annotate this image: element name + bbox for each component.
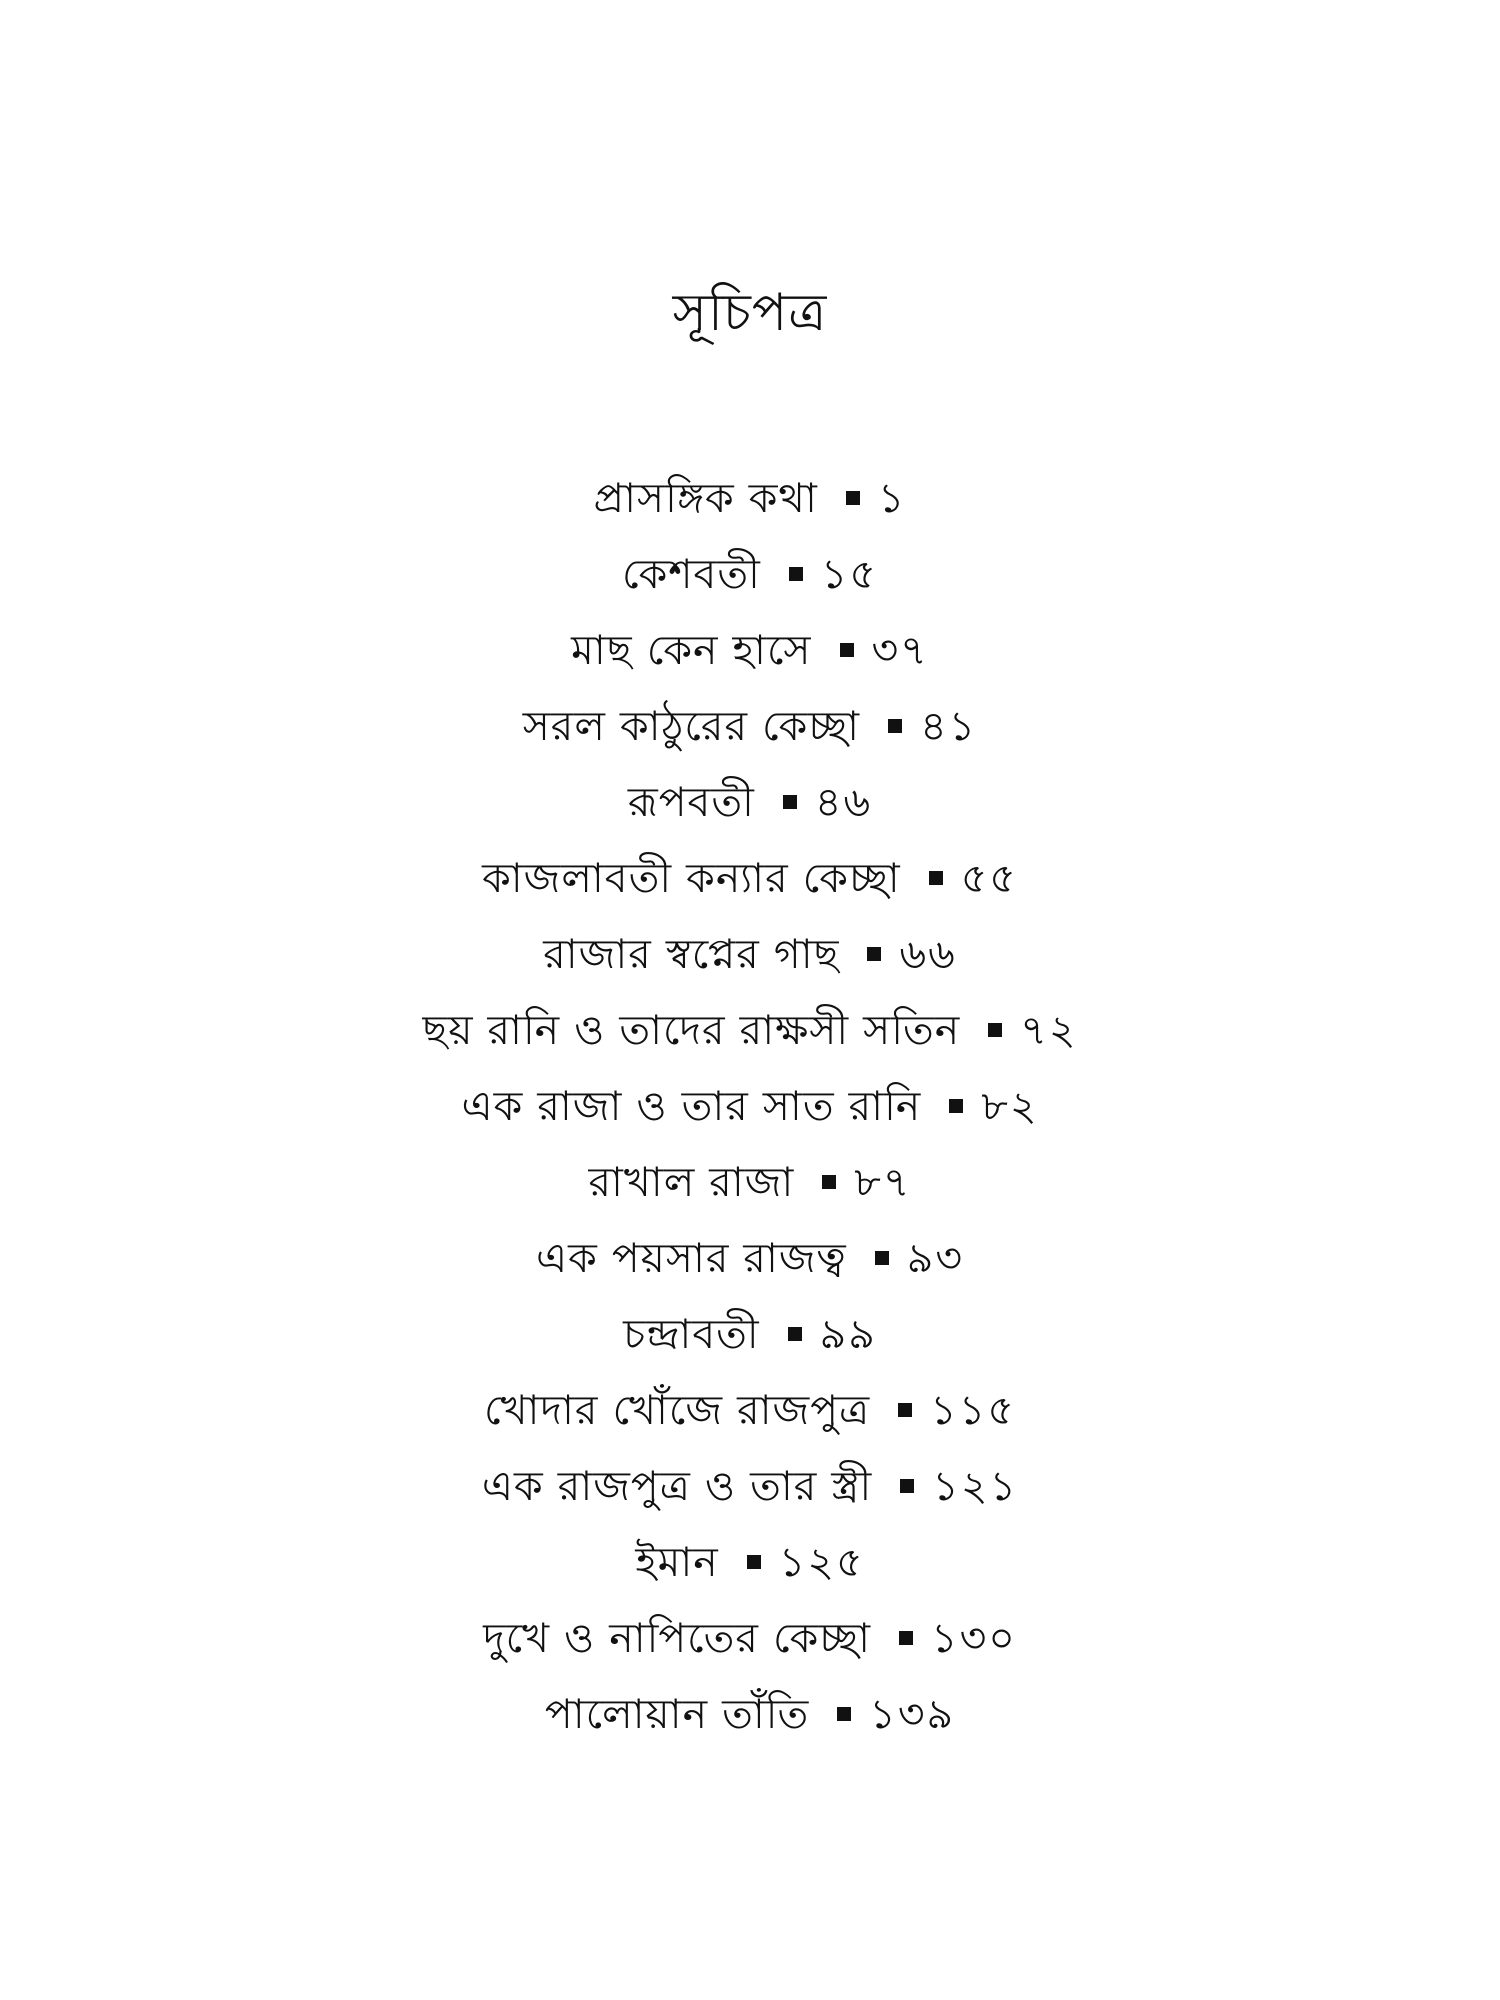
- square-bullet-icon: [899, 1631, 913, 1645]
- square-bullet-icon: [867, 947, 881, 961]
- toc-entry-title: এক রাজপুত্র ও তার স্ত্রী: [481, 1462, 873, 1510]
- toc-entry-page-number: ১৫: [820, 550, 879, 598]
- toc-entry-title: রাজার স্বপ্নের গাছ: [543, 930, 840, 978]
- square-bullet-icon: [988, 1023, 1002, 1037]
- toc-entry-page-number: ১১৫: [930, 1386, 1016, 1434]
- toc-entry: [0, 1220, 1500, 1296]
- toc-entry-title: প্রাসঙ্গিক কথা: [593, 474, 818, 522]
- toc-entry: [0, 1448, 1500, 1524]
- toc-entry-page-number: ১: [877, 474, 907, 522]
- square-bullet-icon: [929, 871, 943, 885]
- toc-entry: [0, 764, 1500, 840]
- square-bullet-icon: [747, 1555, 761, 1569]
- toc-entry-title: ইমান: [635, 1538, 719, 1586]
- toc-entry-title: ছয় রানি ও তাদের রাক্ষসী সতিন: [422, 1006, 961, 1054]
- toc-entry-page-number: ৩৭: [871, 626, 929, 674]
- toc-entry: [0, 460, 1500, 536]
- toc-entry-page-number: ১২১: [932, 1462, 1019, 1510]
- page-title: সূচিপত্র: [672, 283, 828, 343]
- toc-entry-page-number: ৪১: [920, 702, 978, 750]
- toc-entry: [0, 612, 1500, 688]
- toc-entry-page-number: ৫৫: [960, 854, 1018, 902]
- toc-entry: [0, 916, 1500, 992]
- toc-entry-title: রাখাল রাজা: [588, 1158, 795, 1206]
- square-bullet-icon: [783, 795, 797, 809]
- toc-entry: [0, 688, 1500, 764]
- square-bullet-icon: [949, 1099, 963, 1113]
- toc-entry: [0, 1296, 1500, 1372]
- toc-entry-page-number: ৬৬: [899, 930, 957, 978]
- square-bullet-icon: [788, 1327, 802, 1341]
- toc-entry-title: এক রাজা ও তার সাত রানি: [461, 1082, 922, 1130]
- toc-entry: [0, 1068, 1500, 1144]
- toc-entry: [0, 1372, 1500, 1448]
- toc-entry: [0, 1676, 1500, 1752]
- square-bullet-icon: [840, 643, 854, 657]
- toc-entry: [0, 840, 1500, 916]
- toc-entry: [0, 1600, 1500, 1676]
- square-bullet-icon: [898, 1403, 912, 1417]
- square-bullet-icon: [875, 1251, 889, 1265]
- toc-entry: [0, 1144, 1500, 1220]
- toc-entry-title: কেশবতী: [621, 550, 761, 598]
- toc-entry-page-number: ৮৭: [854, 1158, 912, 1206]
- square-bullet-icon: [846, 491, 860, 505]
- square-bullet-icon: [900, 1479, 914, 1493]
- toc-entry-page-number: ৭২: [1020, 1006, 1078, 1054]
- toc-entry-title: মাছ কেন হাসে: [571, 626, 812, 674]
- toc-entry-page-number: ১৩৯: [869, 1690, 956, 1738]
- square-bullet-icon: [888, 719, 902, 733]
- toc-entry-title: পালোয়ান তাঁতি: [544, 1690, 810, 1738]
- toc-entry-title: সরল কাঠুরের কেচ্ছা: [522, 702, 861, 750]
- toc-entry-title: দুখে ও নাপিতের কেচ্ছা: [483, 1614, 872, 1662]
- toc-entry-page-number: ১২৫: [778, 1538, 865, 1586]
- toc-entry-title: রূপবতী: [627, 778, 755, 826]
- table-of-contents: [0, 460, 1500, 1752]
- toc-entry-page-number: ৯৯: [819, 1310, 877, 1358]
- toc-entry: [0, 992, 1500, 1068]
- toc-entry-page-number: ১৩০: [931, 1614, 1017, 1662]
- square-bullet-icon: [789, 567, 803, 581]
- toc-entry: [0, 536, 1500, 612]
- square-bullet-icon: [822, 1175, 836, 1189]
- toc-entry-title: এক পয়সার রাজত্ব: [535, 1234, 847, 1282]
- toc-entry-page-number: ৪৬: [814, 778, 873, 826]
- toc-entry-title: চন্দ্রাবতী: [623, 1310, 760, 1358]
- toc-entry-page-number: ৯৩: [906, 1234, 964, 1282]
- square-bullet-icon: [837, 1707, 851, 1721]
- toc-entry-title: কাজলাবতী কন্যার কেচ্ছা: [482, 854, 901, 902]
- toc-entry-title: খোদার খোঁজে রাজপুত্র: [483, 1386, 871, 1434]
- toc-entry-page-number: ৮২: [981, 1082, 1039, 1130]
- toc-entry: [0, 1524, 1500, 1600]
